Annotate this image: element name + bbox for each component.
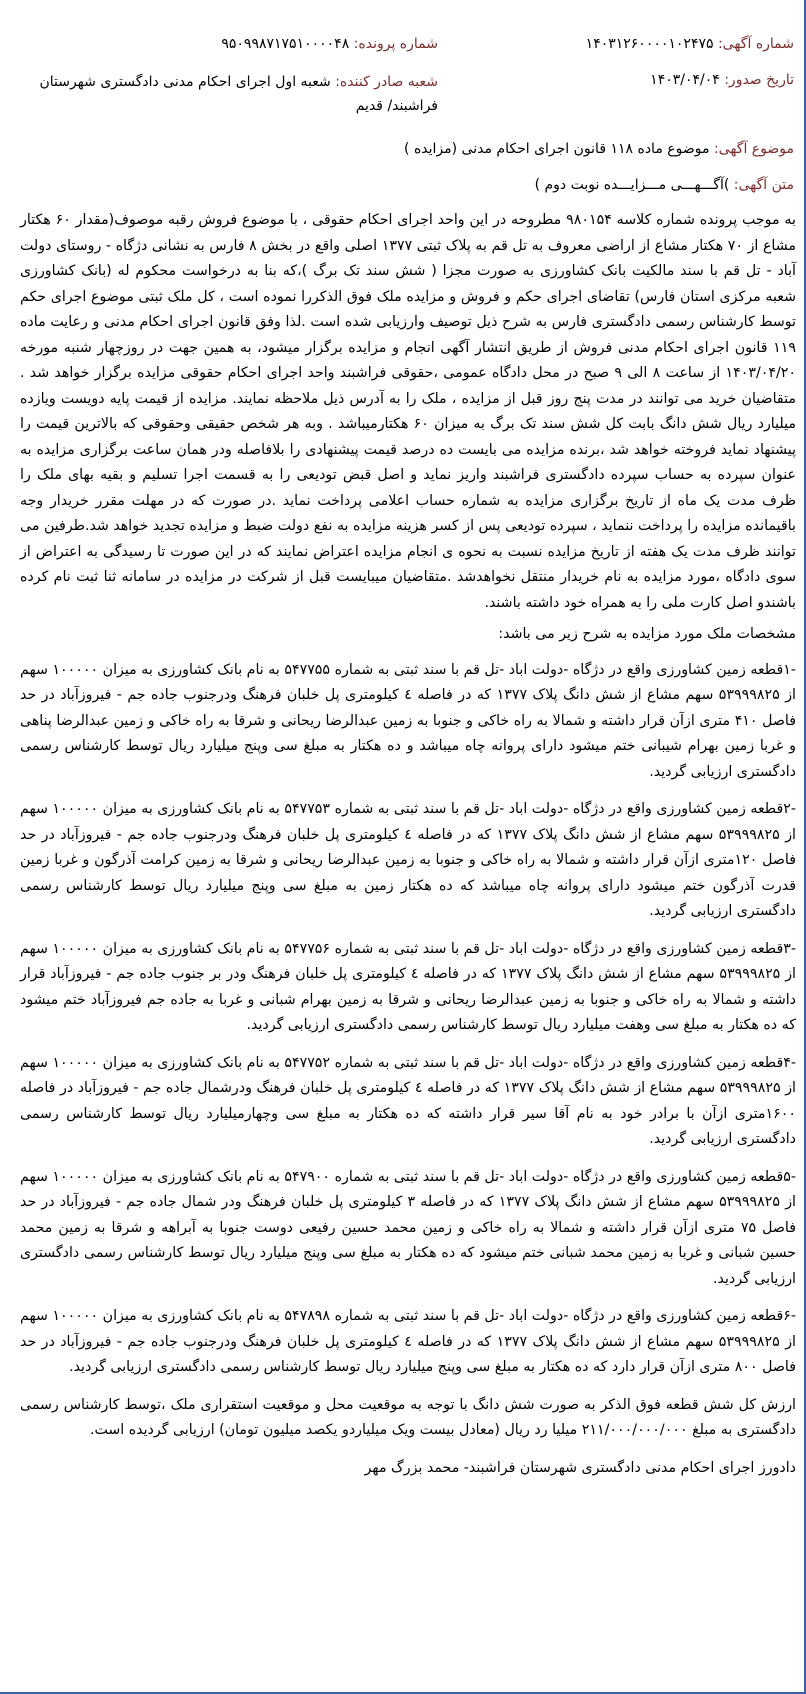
property-item: -۶قطعه زمین کشاورزی واقع در دژگاه -دولت اباد -تل قم با سند ثبتی به شماره ۵۴۷۸۹۸ به نام بانک کشاورزی به میزان ۱۰۰۰۰۰ سهم از ۵۳۹۹۹۸۲۵ سهم مشاع از شش دانگ پلاک ۱۳۷۷ که در فاصله ٤ کیلومتری پل خلبان فرهنگ ودرجنوب جاده جم - فیروزآباد در حد فاصل ۸۰۰ متری ازآن قرار دارد که ده هکتار به مبلغ سی وپنج میلیارد ریال توسط کارشناس رسمی دادگستری ارزیابی گردید. — [20, 1308, 796, 1375]
ad-subject-label: موضوع آگهی: — [713, 141, 794, 157]
property-item: -۵قطعه زمین کشاورزی واقع در دژگاه -دولت اباد -تل قم با سند ثبتی به شماره ۵۴۷۹۰۰ به نام بانک کشاورزی به میزان ۱۰۰۰۰۰ سهم از ۵۳۹۹۹۸۲۵ سهم مشاع از شش دانگ پلاک ۱۳۷۷ که در فاصله ۳ کیلومتری پل خلبان فرهنگ ودر شمال جاده جم - فیروزآباد در حد فاصل ۷۵ متری ازآن قرار داشته و شمالا به راه خاکی و زمین محمد حسین رفیعی دوست جنوبا به آبراهه و شرقا به زمین محمد حسین شبانی و غربا به زمین محمد شبانی ختم میشود که ده هکتار به مبلغ سی وپنج میلیارد ریال توسط کارشناس رسمی دادگستری ارزیابی گردید. — [20, 1168, 797, 1287]
ad-subject-value: موضوع ماده ۱۱۸ قانون اجرای احکام مدنی (مزایده ) — [404, 141, 710, 157]
file-number-value: ۹۵۰۹۹۸۷۱۷۵۱۰۰۰۰۴۸ — [221, 36, 350, 52]
file-number-label: شماره پرونده: — [353, 36, 438, 52]
ad-text-title: )آگـــهـــی مـــزایـــده نوبت دوم ) — [534, 177, 730, 193]
property-item: -۱قطعه زمین کشاورزی واقع در دژگاه -دولت اباد -تل قم با سند ثبتی به شماره ۵۴۷۷۵۵ به نام بانک کشاورزی به میزان ۱۰۰۰۰۰ سهم از ۵۳۹۹۹۸۲۵ سهم مشاع از شش دانگ پلاک ۱۳۷۷ که در فاصله ٤ کیلومتری پل خلبان فرهنگ ودرجنوب جاده جم - فیروزآباد در حد فاصل ۴۱۰ متری ازآن قرار داشته و شمالا به راه خاکی و جنوبا به زمین عبدالرضا ریحانی و شرقا به راه خاکی و زمین عبدالرضا پناهی و غربا زمین بهرام شیبانی ختم میشود دارای پروانه چاه میباشد و ده هکتار به مبلغ سی وپنج میلیارد ریال توسط کارشناس رسمی دادگستری ارزیابی گردید. — [20, 661, 797, 780]
ad-text-heading — [535, 174, 794, 196]
notice-body — [20, 208, 796, 1489]
intro-paragraph: به موجب پرونده شماره کلاسه ۹۸۰۱۵۴ مطروحه در این واحد اجرای احکام حقوقی ، با موضوع فروش رقبه موصوف(مقدار ۶۰ هکتار مشاع از ۷۰ هکتار مشاع از اراضی معروف به تل قم به پلاک ثبتی ۱۳۷۷ اصلی واقع در بخش ۸ فارس به نشانی دژگاه - روستای دولت آباد - تل قم با سند مالکیت بانک کشاورزی به صورت مجزا ( شش سند تک برگ )،که بنا به درخواست محکوم له (بانک کشاورزی شعبه مرکزی استان فارس) تقاضای اجرای حکم و فروش و مزایده ملک فوق الذکررا نموده است ، کل ملک ثبتی موضوع اجرای حکم توسط کارشناس رسمی دادگستری فارس به شرح ذیل توصیف وارزیابی شده است .لذا وفق قانون اجرای احکام مدنی و رعایت ماده ۱۱۹ قانون اجرای احکام مدنی فروش از طریق انتشار آگهی انجام و مزایده برگزار میشود، به همین جهت در روزچهار شنبه مورخه ۱۴۰۳/۰۴/۲۰ از ساعت ۸ الی ۹ صبح در محل دادگاه عمومی ،حقوقی فراشبند واحد اجرای احکام حقوقی مزایده برگزار خواهد شد . متقاضیان خرید می توانند در مدت پنج روز قبل از مزایده ، ملک را به آدرس ذیل ملاحظه نمایند. مزایده از قیمت پایه دویست ویازده میلیارد ریال شش دانگ بابت کل شش سند تک برگ به میزان ۶۰ هکتارمیباشد . وبه هر شخص حقیقی وحقوقی که بالاترین قیمت را پیشنهاد نماید فروخته خواهد شد ،برنده مزایده می بایست ده درصد قیمت پیشنهادی را بلافاصله ودر همان ساعت برگزاری مزایده به عنوان سپرده به حساب سپرده دادگستری فراشبند واریز نماید و اصل قبض تودیعی را به قسمت اجرا تسلیم و بقیه بهای ملک را ظرف مدت یک ماه از تاریخ برگزاری مزایده به شماره حساب اعلامی پرداخت نماید .در صورت که در مهلت مقرر خریدار وجه باقیمانده مزایده را پرداخت ننماید ، سپرده تودیعی پس از کسر هزینه مزایده به نفع دولت ضبط و مزایده تجدید خواهد شد.طرفین می توانند ظرف مدت یک هفته از تاریخ مزایده نسبت به نحوه ی انجام مزایده اعتراض نمایند که در این صورت تا رسیدگی به اعتراض از سوی دادگاه ،مورد مزایده به نام خریدار منتقل نخواهدشد .متقاضیان میبایست قبل از شرکت در مزایده در سامانه ثنا ثبت نام کرده باشندو اصل کارت ملی را به همراه خود داشته باشند. — [20, 212, 797, 611]
ad-number-value: ۱۴۰۳۱۲۶۰۰۰۰۱۰۲۴۷۵ — [585, 36, 714, 52]
property-specs-heading: مشخصات ملک مورد مزایده به شرح زیر می باشد: — [498, 626, 796, 642]
property-item: -۴قطعه زمین کشاورزی واقع در دژگاه -دولت اباد -تل قم با سند ثبتی به شماره ۵۴۷۷۵۲ به نام بانک کشاورزی به میزان ۱۰۰۰۰۰ سهم از ۵۳۹۹۹۸۲۵ سهم مشاع از شش دانگ پلاک ۱۳۷۷ که در فاصله ٤ کیلومتری پل خلبان فرهنگ ودرشمال جاده جم - فیروزآباد در فاصله ۱۶۰۰متری ازآن با برادر خود به نام آقا سیر قرار داشته که ده هکتار به مبلغ سی وچهارمیلیارد ریال توسط کارشناس رسمی دادگستری ارزیابی گردید. — [20, 1054, 796, 1147]
issuing-branch-label: شعبه صادر کننده: — [335, 74, 438, 90]
property-item: -۲قطعه زمین کشاورزی واقع در دژگاه -دولت اباد -تل قم با سند ثبتی به شماره ۵۴۷۷۵۳ به نام بانک کشاورزی به میزان ۱۰۰۰۰۰ سهم از ۵۳۹۹۹۸۲۵ سهم مشاع از شش دانگ پلاک ۱۳۷۷ که در فاصله ٤ کیلومتری پل خلبان فرهنگ ودرجنوب جاده جم - فیروزآباد در حد فاصل ۱۲۰متری ازآن قرار داشته و شمالا به راه خاکی و جنوبا به زمین عبدالرضا ریحانی و شرقا به زمین کرامت آذرگون و غربا زمین قدرت آذرگون ختم میشود دارای پروانه چاه میباشد که ده هکتار زمین به مبلغ سی وپنج میلیارد ریال توسط کارشناس رسمی دادگستری ارزیابی گردید. — [20, 801, 796, 919]
issue-date — [650, 70, 794, 90]
ad-text-label: متن آگهی: — [733, 177, 794, 193]
issuing-branch-value: شعبه اول اجرای احکام مدنی دادگستری شهرستان فراشبند/ قدیم — [39, 74, 438, 114]
issue-date-label: تاریخ صدور: — [724, 72, 794, 88]
ad-number — [586, 34, 794, 54]
property-item: -۳قطعه زمین کشاورزی واقع در دژگاه -دولت اباد -تل قم با سند ثبتی به شماره ۵۴۷۷۵۶ به نام بانک کشاورزی به میزان ۱۰۰۰۰۰ سهم از ۵۳۹۹۹۸۲۵ سهم مشاع از شش دانگ پلاک ۱۳۷۷ که در فاصله ٤ کیلومتری پل خلبان فرهنگ ودر بر جنوب جاده جم - فیروزآباد قرار داشته و شمالا به راه خاکی و جنوبا به زمین عبدالرضا ریحانی و شرقا به زمین بهرام شبانی و غربا به جاده جم فیروزآباد ختم میشود که ده هکتار به مبلغ سی وهفت میلیارد ریال توسط کارشناس رسمی دادگستری ارزیابی گردید. — [20, 940, 796, 1033]
issuing-branch — [38, 70, 438, 118]
ad-number-label: شماره آگهی: — [717, 36, 794, 52]
ad-subject — [404, 138, 794, 160]
file-number — [221, 34, 438, 54]
total-valuation: ارزش کل شش قطعه فوق الذکر به صورت شش دانگ با توجه به موقعیت محل و موقعیت استقراری ملک ،توسط کارشناس رسمی دادگستری به مبلغ ۲۱۱/۰۰۰/۰۰۰/۰۰۰ میلیا رد ریال (معادل بیست ویک میلیاردو یکصد میلیون تومان) ارزیابی گردیده است. — [20, 1396, 796, 1438]
signature: دادورز اجرای احکام مدنی دادگستری شهرستان فراشبند- محمد بزرگ مهر — [364, 1459, 796, 1476]
issue-date-value: ۱۴۰۳/۰۴/۰۴ — [650, 72, 720, 88]
